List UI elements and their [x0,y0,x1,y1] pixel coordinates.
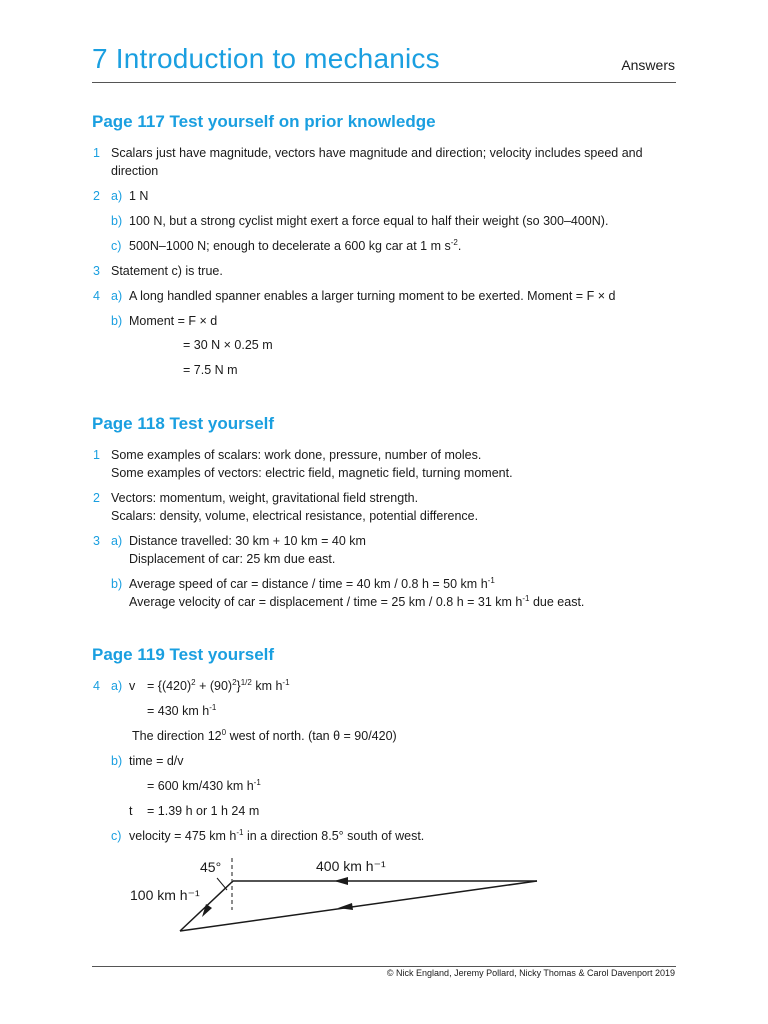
question-number: 1 [93,146,100,160]
equation-line: = 1.39 h or 1 h 24 m [147,804,260,818]
answer-text: Average speed of car = distance / time = 40 km / 0.8 h = 50 km $h^{-1}$ [129,575,495,591]
section-heading-page-118: Page 118 Test yourself [92,414,275,433]
answer-text: The direction $12^0$ west of north. (tan θ = 90/420) [132,727,397,743]
vector-triangle-diagram [120,850,550,940]
part-label: b) [111,314,123,328]
question-number: 1 [93,448,100,462]
equation-line: = $\{(420)^2 + (90)^2\}^{1/2}$ km $h^{-1}$ [147,677,290,693]
part-label: b) [111,577,123,591]
equation-line: = 7.5 N m [183,363,238,377]
vector-400-label: 400 km h⁻¹ [316,858,386,874]
arrowhead [334,877,348,885]
answer-text: Some examples of vectors: electric field, magnetic field, turning moment. [111,466,513,480]
page-title: 7 Introduction to mechanics [92,43,440,74]
answer-text: Scalars just have magnitude, vectors have magnitude and direction; velocity includes speed and [111,146,643,160]
equation-line: = 600 km/430 km $h^{-1}$ [147,777,261,793]
part-label: a) [111,534,123,548]
answer-text: Vectors: momentum, weight, gravitational field strength. [111,491,419,505]
footer-divider [92,966,676,967]
answers-label: Answers [621,57,675,73]
angle-marker [217,878,227,890]
equation-line: = 30 N × 0.25 m [183,338,273,352]
copyright-notice: © Nick England, Jeremy Pollard, Nicky Thomas & Carol Davenport 2019 [386,968,675,978]
equation-line: = 430 km $h^{-1}$ [147,702,217,718]
answer-text: Some examples of scalars: work done, pressure, number of moles. [111,448,482,462]
arrowhead [202,904,212,917]
section-heading-page-119: Page 119 Test yourself [92,645,275,664]
answer-text: 500N–1000 N; enough to decelerate a 600 kg car at 1 m $s^{-2}$. [129,237,462,253]
answer-text: A long handled spanner enables a larger turning moment to be exerted. Moment = F × d [129,289,616,303]
answer-text: Statement c) is true. [111,264,223,278]
question-number: 2 [93,491,100,505]
part-label: a) [111,679,123,693]
question-number: 3 [93,534,100,548]
answer-text: Average velocity of car = displacement / time = 25 km / 0.8 h = 31 km $h^{-1}$ due east. [129,593,585,609]
vector-100-label: 100 km h⁻¹ [130,887,200,903]
answer-text: Displacement of car: 25 km due east. [129,552,336,566]
resultant-vector [180,881,537,931]
question-number: 2 [93,189,100,203]
answer-text: Scalars: density, volume, electrical resistance, potential difference. [111,509,479,523]
equation-line: Moment = F × d [129,314,218,328]
part-label: b) [111,214,123,228]
question-number: 3 [93,264,100,278]
answer-text: Distance travelled: 30 km + 10 km = 40 km [129,534,366,548]
equation-symbol: t [129,804,133,818]
answer-text: 1 N [129,189,149,203]
header-divider [92,82,676,83]
question-number: 4 [93,679,100,693]
equation-symbol: v [129,679,136,693]
equation-line: time = d/v [129,754,184,768]
part-label: c) [111,829,122,843]
part-label: c) [111,239,122,253]
section-heading-page-117: Page 117 Test yourself on prior knowledge [92,112,436,131]
part-label: a) [111,289,123,303]
part-label: b) [111,754,123,768]
answer-text: velocity = 475 km $h^{-1}$ in a direction 8.5° south of west. [129,827,425,843]
part-label: a) [111,189,123,203]
answer-text: direction [111,164,159,178]
angle-label: 45° [200,859,222,875]
answer-text: 100 N, but a strong cyclist might exert a force equal to half their weight (so 300–400N). [129,214,609,228]
question-number: 4 [93,289,100,303]
